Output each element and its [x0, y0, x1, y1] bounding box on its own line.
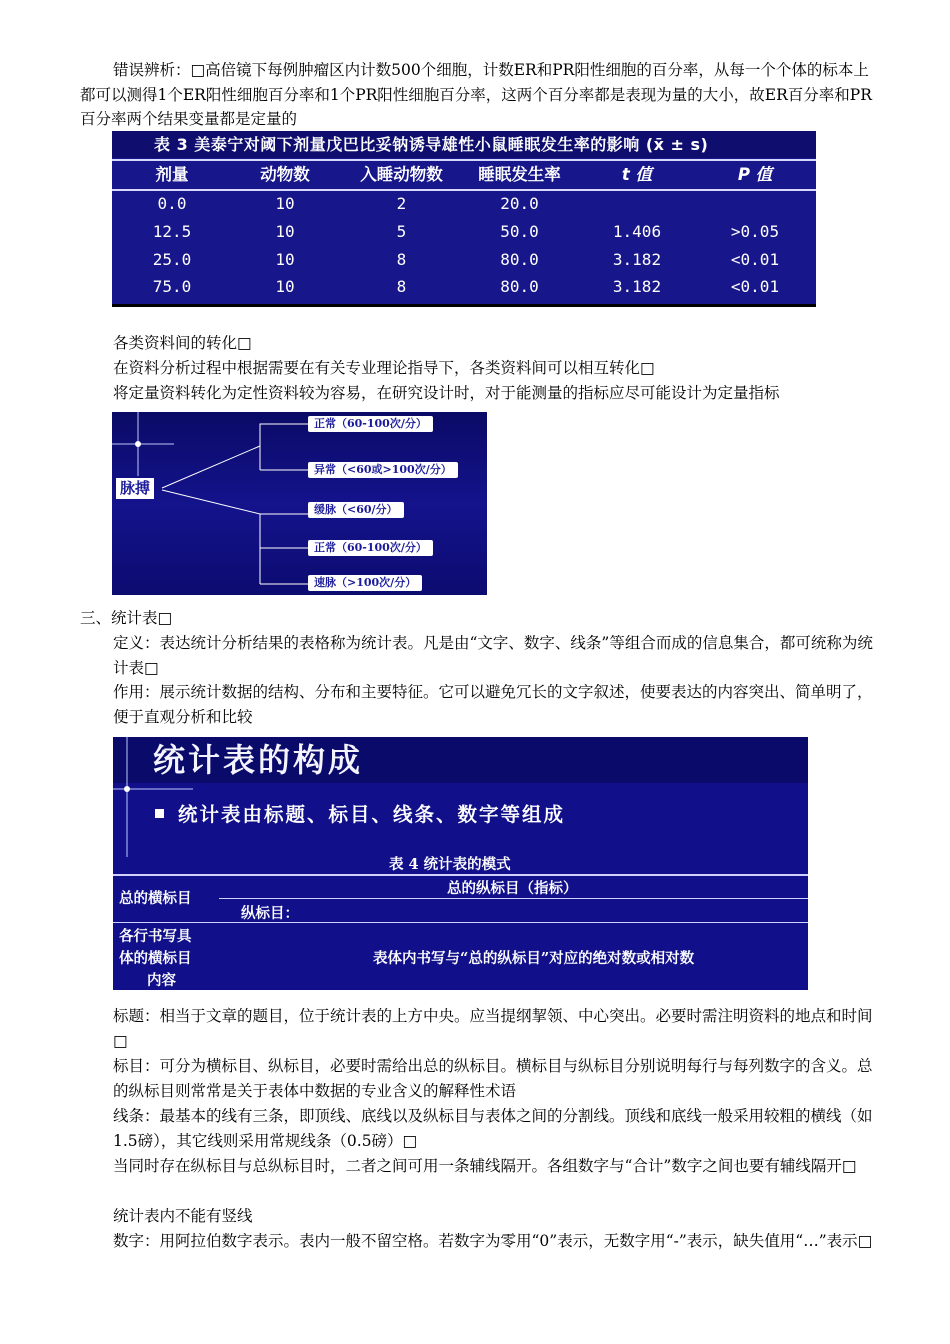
table3-cell: 80.0 — [500, 250, 539, 269]
convert-line1: 在资料分析过程中根据需要在有关专业理论指导下，各类资料间可以相互转化□ — [113, 359, 655, 377]
table4-col-sub: 纵标目： — [241, 905, 299, 922]
table3-cell: 1.406 — [612, 222, 662, 241]
section3-definition: 定义：表达统计分析结果的表格称为统计表。凡是由“文字、数字、线条”等组合而成的信息集合，都可统称为统计表□ — [113, 634, 873, 677]
table4-top-line — [113, 874, 808, 876]
pulse-branch-slow: 缓脉（<60/分） — [308, 502, 404, 518]
bullet-square-icon — [155, 809, 164, 818]
note-numbers: 数字：用阿拉伯数字表示。表内一般不留空格。若数字为零用“0”表示，无数字用“-”表示，缺失值用“…”表示□ — [113, 1232, 873, 1250]
table4-row-items-2: 体的横标目 — [119, 950, 192, 967]
table3-header-rate: 睡眠发生率 — [478, 165, 561, 184]
table3-header-sleeping: 入睡动物数 — [360, 165, 443, 184]
table3-cell: <0.01 — [730, 250, 780, 269]
note-lines: 线条：最基本的线有三条，即顶线、底线以及纵标目与表体之间的分割线。顶线和底线一般采用较粗的横线（如1.5磅），其它线则采用常规线条（0.5磅）□ — [113, 1107, 873, 1150]
table3-cell: 8 — [396, 277, 407, 296]
table3-cell: 5 — [396, 222, 407, 241]
table3-cell: 0.0 — [157, 194, 187, 213]
table3-cell: 80.0 — [500, 277, 539, 296]
table3-header-dose: 剂量 — [155, 165, 189, 184]
table3-cell: 2 — [396, 194, 407, 213]
table3-cell — [710, 190, 800, 217]
note-heading: 标目：可分为横标目、纵标目，必要时需给出总的纵标目。横标目与纵标目分别说明每行与每列数字的含义。总的纵标目则常常是关于表体中数据的专业含义的解释性术语 — [113, 1057, 873, 1100]
note-aux-line: 当同时存在纵标目与总纵标目时，二者之间可用一条辅线隔开。各组数字与“合计”数字之间也要有辅线隔开□ — [113, 1157, 857, 1175]
table3-cell: 20.0 — [500, 194, 539, 213]
pulse-branch-fast: 速脉（>100次/分） — [308, 575, 422, 591]
structure-bullet-text: 统计表由标题、标目、线条、数字等组成 — [178, 803, 566, 826]
table3-image — [112, 131, 816, 307]
table3-header-p: P 值 — [737, 165, 773, 184]
pulse-diagram-image — [112, 412, 487, 595]
table3-cell: 25.0 — [152, 250, 192, 269]
structure-title: 统计表的构成 — [153, 741, 364, 779]
table3-cell: 10 — [275, 250, 295, 269]
table3-header-t: t 值 — [621, 165, 653, 184]
table3-cell: 12.5 — [152, 222, 192, 241]
table4-title: 表 4 统计表的模式 — [389, 856, 511, 873]
table4-row-main: 总的横标目 — [119, 890, 192, 907]
note-no-vertical: 统计表内不能有竖线 — [113, 1207, 253, 1225]
table4-col-main: 总的纵标目（指标） — [447, 880, 578, 897]
table3-cell — [592, 190, 682, 217]
note-title: 标题：相当于文章的题目，位于统计表的上方中央。应当提纲挈领、中心突出。必要时需注明资料的地点和时间□ — [113, 1007, 873, 1050]
table3-cell: <0.01 — [730, 277, 780, 296]
convert-title: 各类资料间的转化□ — [113, 334, 252, 352]
pulse-branch-normal-2: 正常（60-100次/分） — [308, 540, 433, 556]
table3-cell: 3.182 — [612, 277, 662, 296]
convert-line2: 将定量资料转化为定性资料较为容易，在研究设计时，对于能测量的指标应尽可能设计为定量指标 — [113, 384, 780, 402]
pulse-branch-normal: 正常（60-100次/分） — [308, 416, 433, 432]
table4-row-items-1: 各行书写具 — [119, 928, 192, 945]
pulse-diagram-lines — [112, 412, 487, 595]
table3-cell: 75.0 — [152, 277, 192, 296]
structure-bullet — [155, 799, 565, 827]
table3-cell: 50.0 — [500, 222, 539, 241]
table3-cell: 10 — [275, 222, 295, 241]
table-structure-image — [113, 737, 808, 990]
pulse-branch-abnormal: 异常（<60或>100次/分） — [308, 462, 458, 478]
section3-heading: 三、统计表□ — [80, 609, 173, 627]
table4-row-items-3: 内容 — [147, 972, 176, 989]
table3-cell: 3.182 — [612, 250, 662, 269]
table4-header-line — [113, 922, 808, 923]
table3-caption: 表 3 美泰宁对阈下剂量戊巴比妥钠诱导雄性小鼠睡眠发生率的影响 (x̄ ± s) — [112, 131, 816, 158]
table3-cell: >0.05 — [730, 222, 780, 241]
table3-cell: 8 — [396, 250, 407, 269]
error-analysis-paragraph: 错误辨析：□高倍镜下每例肿瘤区内计数500个细胞，计数ER和PR阳性细胞的百分率，从每一个个体的标本上都可以测得1个ER阳性细胞百分率和1个PR阳性细胞百分率，这两个百分率都是表现为量的大小，故ER百分率和PR百分率两个结果变量都是定量的 — [80, 61, 872, 128]
table4-body-text: 表体内书写与“总的纵标目”对应的绝对数或相对数 — [373, 950, 695, 967]
section3-use: 作用：展示统计数据的结构、分布和主要特征。它可以避免冗长的文字叙述，使要表达的内容突出、简单明了，便于直观分析和比较 — [113, 683, 873, 726]
table3-cell: 10 — [275, 277, 295, 296]
table4-aux-line — [219, 898, 808, 899]
table3-cell: 10 — [275, 194, 295, 213]
table3-header-animals: 动物数 — [260, 165, 310, 184]
pulse-root-label: 脉搏 — [116, 478, 154, 499]
